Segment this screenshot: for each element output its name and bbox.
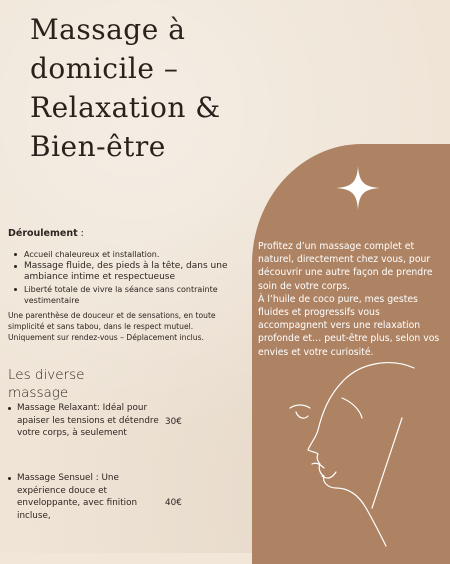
service-price: 40€: [165, 498, 182, 508]
page-title: Massage à domicile – Relaxation & Bien-être: [30, 13, 221, 163]
service-item-sensuel: [8, 472, 248, 522]
intro-text: [258, 240, 450, 359]
service-description: Massage Sensuel : Une expérience douce et enveloppante, avec finition incluse,: [8, 472, 165, 522]
list-item: Liberté totale de vivre la séance sans contrainte vestimentaire: [8, 284, 240, 306]
service-description: Massage Relaxant: Idéal pour apaiser les tensions et détendre votre corps, à seulement: [8, 402, 165, 440]
services-heading: Les diverse massage: [8, 367, 85, 401]
description-line: Uniquement sur rendez-vous – Déplacement inclus.: [8, 333, 204, 342]
intro-paragraph-1: Profitez d’un massage complet et naturel, directement chez vous, pour découvrir une autre façon de prendre soin de votre corps.: [258, 241, 433, 292]
list-item: Massage fluide, des pieds à la tête, dans une ambiance intime et respectueuse: [8, 261, 240, 283]
face-line-art: [282, 358, 422, 548]
list-item: Accueil chaleureux et installation.: [8, 249, 240, 260]
service-item-relaxant: [8, 402, 248, 440]
intro-paragraph-2: À l’huile de coco pure, mes gestes fluides et progressifs vous accompagnent vers une relaxation profonde et… peut-être plus, selon vos envies et votre curiosité.: [258, 293, 440, 358]
deroulement-title: Déroulement :: [8, 228, 84, 239]
service-price: 30€: [165, 417, 182, 427]
deroulement-description: [8, 310, 233, 343]
deroulement-list: [8, 249, 240, 307]
description-line: Une parenthèse de douceur et de sensations, en toute simplicité et sans tabou, dans le respect mutuel.: [8, 311, 216, 331]
sparkle-icon: [336, 166, 380, 210]
